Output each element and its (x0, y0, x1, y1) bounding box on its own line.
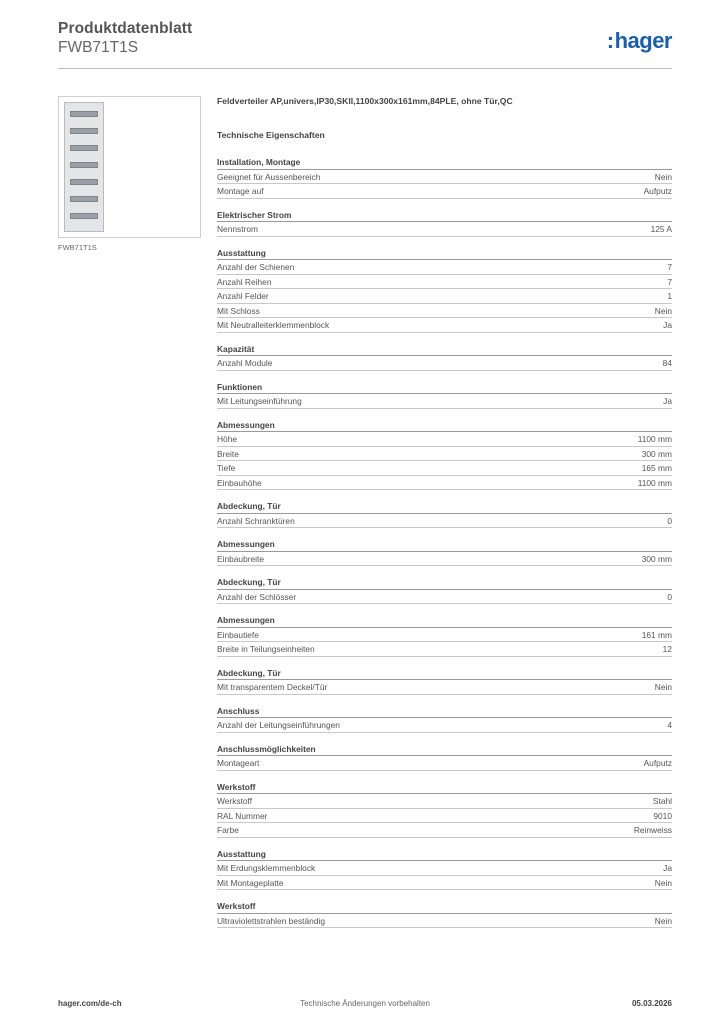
property-row (217, 356, 672, 371)
property-row (217, 876, 672, 891)
property-label: Breite (217, 448, 239, 459)
property-section (217, 208, 672, 237)
property-section (217, 246, 672, 333)
section-title: Abmessungen (217, 537, 672, 552)
rail-icon (70, 162, 98, 168)
property-value: Nein (654, 682, 672, 692)
property-label: Mit Erdungsklemmenblock (217, 863, 316, 873)
property-row (217, 275, 672, 290)
property-value: 165 mm (641, 463, 672, 473)
property-value: 1 (667, 291, 672, 301)
property-label: RAL Nummer (217, 810, 268, 821)
section-title: Kapazität (217, 342, 672, 357)
property-row (217, 432, 672, 447)
section-title: Installation, Montage (217, 155, 672, 170)
section-title: Werkstoff (217, 899, 672, 914)
property-row (217, 394, 672, 409)
rail-icon (70, 179, 98, 185)
document-header (58, 20, 672, 68)
product-code: FWB71T1S (58, 39, 139, 56)
property-section (217, 780, 672, 838)
property-value: 7 (667, 262, 672, 272)
property-value: Aufputz (643, 758, 672, 768)
property-label: Nennstrom (217, 224, 258, 234)
property-label: Mit transparentem Deckel/Tür (217, 682, 328, 692)
property-section (217, 847, 672, 891)
property-section (217, 499, 672, 528)
property-row (217, 461, 672, 476)
property-row (217, 914, 672, 929)
product-image-caption: FWB71T1S (58, 243, 97, 252)
section-title: Abdeckung, Tür (217, 575, 672, 590)
section-title: Anschlussmöglichkeiten (217, 742, 672, 757)
property-value: Nein (654, 171, 672, 182)
property-row (217, 170, 672, 185)
property-value: 0 (667, 591, 672, 602)
property-section (217, 380, 672, 409)
property-row (217, 718, 672, 733)
logo-mark-icon: : (606, 28, 614, 53)
property-row (217, 447, 672, 462)
property-value: 300 mm (641, 553, 672, 564)
property-row (217, 861, 672, 876)
property-value: 7 (667, 276, 672, 287)
property-value: 1100 mm (637, 434, 672, 444)
property-row (217, 289, 672, 304)
property-section (217, 155, 672, 199)
rail-icon (70, 128, 98, 134)
property-label: Mit Schloss (217, 305, 260, 316)
header-divider (58, 68, 672, 69)
property-value: Ja (663, 396, 672, 406)
section-title: Elektrischer Strom (217, 208, 672, 223)
property-label: Montage auf (217, 186, 264, 196)
property-value: Nein (654, 915, 672, 926)
property-value: 4 (667, 720, 672, 730)
property-value: 0 (667, 515, 672, 526)
rail-icon (70, 145, 98, 151)
section-title: Abmessungen (217, 418, 672, 433)
property-section (217, 899, 672, 928)
property-label: Einbauhöhe (217, 477, 262, 488)
section-title: Anschluss (217, 704, 672, 719)
property-row (217, 222, 672, 237)
property-value: Nein (654, 305, 672, 316)
property-value: 300 mm (641, 448, 672, 459)
property-label: Breite in Teilungseinheiten (217, 644, 315, 654)
property-label: Mit Neutralleiterklemmenblock (217, 320, 330, 330)
footer-date: 05.03.2026 (631, 999, 672, 1008)
section-title: Abdeckung, Tür (217, 666, 672, 681)
property-label: Anzahl Felder (217, 291, 269, 301)
property-section (217, 342, 672, 371)
property-label: Einbautiefe (217, 629, 259, 640)
property-label: Farbe (217, 825, 239, 835)
property-value: 9010 (653, 810, 672, 821)
property-label: Mit Montageplatte (217, 877, 284, 888)
property-label: Anzahl Reihen (217, 276, 272, 287)
property-row (217, 590, 672, 605)
property-row (217, 823, 672, 838)
property-value: Stahl (652, 796, 672, 806)
property-sections (217, 155, 672, 928)
property-value: Aufputz (643, 186, 672, 196)
property-value: Nein (654, 877, 672, 888)
property-row (217, 756, 672, 771)
section-title: Abmessungen (217, 613, 672, 628)
property-value: 125 A (650, 224, 672, 234)
property-label: Anzahl Module (217, 358, 273, 368)
section-title: Ausstattung (217, 246, 672, 261)
logo-text: hager (614, 28, 672, 53)
property-label: Montageart (217, 758, 260, 768)
property-row (217, 794, 672, 809)
rail-icon (70, 213, 98, 219)
property-section (217, 666, 672, 695)
property-section (217, 537, 672, 566)
property-section (217, 418, 672, 491)
property-row (217, 628, 672, 643)
property-label: Anzahl der Leitungseinführungen (217, 720, 340, 730)
property-value: 1100 mm (637, 477, 672, 488)
property-row (217, 552, 672, 567)
property-row (217, 304, 672, 319)
property-row (217, 476, 672, 491)
property-row (217, 642, 672, 657)
property-section (217, 704, 672, 733)
property-label: Anzahl der Schienen (217, 262, 295, 272)
property-label: Anzahl Schranktüren (217, 515, 295, 526)
hager-logo (607, 28, 672, 54)
property-row (217, 680, 672, 695)
footer-note: Technische Änderungen vorbehalten (300, 999, 430, 1008)
technical-properties-title: Technische Eigenschaften (217, 130, 325, 140)
property-value: 161 mm (641, 629, 672, 640)
property-label: Höhe (217, 434, 238, 444)
rail-icon (70, 111, 98, 117)
property-label: Tiefe (217, 463, 236, 473)
property-value: 84 (662, 358, 672, 368)
property-value: Ja (663, 863, 672, 873)
property-label: Mit Leitungseinführung (217, 396, 302, 406)
distribution-cabinet-illustration (64, 102, 104, 232)
product-image (58, 96, 201, 238)
property-label: Geeignet für Aussenbereich (217, 171, 321, 182)
footer-website: hager.com/de-ch (58, 999, 122, 1008)
property-row (217, 318, 672, 333)
document-title: Produktdatenblatt (58, 20, 193, 37)
section-title: Abdeckung, Tür (217, 499, 672, 514)
property-label: Ultraviolettstrahlen beständig (217, 915, 326, 926)
property-row (217, 184, 672, 199)
section-title: Werkstoff (217, 780, 672, 795)
product-description: Feldverteiler AP,univers,IP30,SKII,1100x300x161mm,84PLE, ohne Tür,QC (217, 96, 513, 106)
property-row (217, 260, 672, 275)
property-row (217, 809, 672, 824)
property-row (217, 514, 672, 529)
property-section (217, 575, 672, 604)
property-value: Ja (663, 320, 672, 330)
section-title: Ausstattung (217, 847, 672, 862)
property-section (217, 742, 672, 771)
property-label: Werkstoff (217, 796, 253, 806)
rail-icon (70, 196, 98, 202)
section-title: Funktionen (217, 380, 672, 395)
property-section (217, 613, 672, 657)
property-value: Reinweiss (633, 825, 672, 835)
property-label: Anzahl der Schlösser (217, 591, 297, 602)
property-label: Einbaubreite (217, 553, 265, 564)
property-value: 12 (662, 644, 672, 654)
product-content (217, 96, 672, 937)
